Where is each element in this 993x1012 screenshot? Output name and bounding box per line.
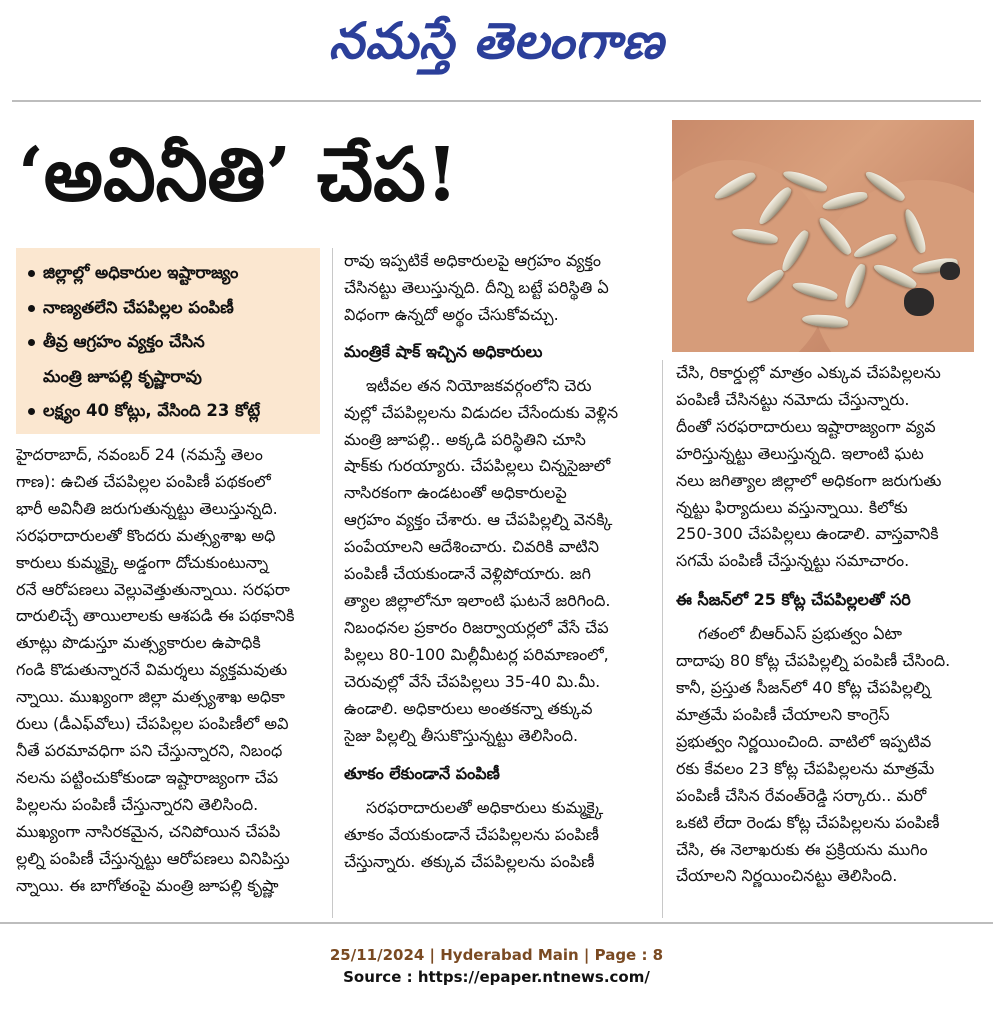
highlight-item (28, 360, 310, 395)
article-column-2 (344, 248, 650, 876)
text-line: చేసినట్టు తెలుస్తున్నది. దీన్ని బట్టే పరిస్థితి ఏ (344, 277, 609, 297)
text-line: కారులు కుమ్మక్కై అడ్డంగా దోచుకుంటున్నా (16, 552, 269, 572)
highlight-text: తీవ్ర ఆగ్రహం వ్యక్తం చేసిన (43, 332, 205, 351)
bottom-divider (0, 922, 993, 924)
text-line: సగమే పంపిణీ చేస్తున్నట్టు సమాచారం. (676, 551, 910, 571)
text-line: దాదాపు 80 కోట్ల చేపపిల్లల్ని పంపిణీ చేసింది. (676, 651, 951, 671)
text-line: నీతే పరమావధిగా పని చేస్తున్నారని, నిబంధ (16, 740, 283, 760)
bullet-icon (28, 339, 35, 346)
text-line: పంపిణీ చేసినట్టు నమోదు చేస్తున్నారు. (676, 389, 910, 409)
text-line: దారులిచ్చే తాయిలాలకు ఆశపడి ఈ పథకానికి (16, 606, 295, 626)
bullet-icon (28, 270, 35, 277)
text-line: ఆగ్రహం వ్యక్తం చేశారు. ఆ చేపపిల్లల్ని వెనక్కి (344, 510, 613, 530)
text-line: న్నట్టు ఫిర్యాదులు వస్తున్నాయి. కిలోకు (676, 497, 908, 517)
highlight-text: నాణ్యతలేని చేపపిల్లల పంపిణీ (43, 297, 234, 317)
column-divider (332, 248, 333, 918)
edition-info: 25/11/2024 | Hyderabad Main | Page : 8 (329, 946, 664, 964)
text-line: కానీ, ప్రస్తుత సీజన్‌లో 40 కోట్ల చేపపిల్లల్ని (676, 678, 931, 698)
highlight-item (28, 291, 310, 326)
text-line: సైజు పిల్లల్ని తీసుకొస్తున్నట్టు తెలిసింది. (344, 725, 579, 745)
text-line: చేసి, రికార్డుల్లో మాత్రం ఎక్కువ చేపపిల్లలను (676, 363, 941, 382)
bullet-icon (28, 305, 35, 312)
text-line: నాసిరకంగా ఉండటంతో అధికారులపై (344, 483, 567, 503)
text-line: రావు ఇప్పటికే అధికారులపై ఆగ్రహం వ్యక్తం (344, 251, 601, 270)
text-line: పంపిణీ చేయకుండానే వెళ్లిపోయారు. జగి (344, 564, 591, 584)
text-line: హైదరాబాద్, నవంబర్ 24 (నమస్తే తెలం (16, 445, 263, 464)
text-line: సరఫరాదారులతో కొందరు మత్స్యశాఖ అధి (16, 525, 276, 545)
text-line: పంపేయాలని ఆదేశించారు. చివరికి వాటిని (344, 537, 599, 557)
headline: ‘అవినీతి’ చేప! (18, 132, 459, 218)
article-column-1 (16, 442, 320, 899)
highlight-text: లక్ష్యం 40 కోట్లు, వేసింది 23 కోట్లే (43, 401, 261, 420)
top-divider (12, 100, 981, 102)
text-line: నలు జగిత్యాల జిల్లాలో అధికంగా జరుగుతు (676, 470, 942, 490)
text-line: ప్రభుత్వం నిర్ణయించింది. వాటిలో ఇప్పటివ (676, 731, 932, 751)
article-column-3 (676, 360, 976, 890)
text-line: గండి కొడుతున్నారనే విమర్శలు వ్యక్తమవుతు (16, 660, 288, 680)
text-line: ముఖ్యంగా నాసిరకమైన, చనిపోయిన చేపపి (16, 821, 281, 841)
bullet-icon (28, 408, 35, 415)
text-line: తూట్లు పొడుస్తూ మత్స్యకారుల ఉపాధికి (16, 633, 261, 653)
text-line: ల్లల్ని పంపిణీ చేస్తున్నట్టు ఆరోపణలు వినిపిస్తు (16, 848, 290, 868)
highlight-text: మంత్రి జూపల్లి కృష్ణారావు (43, 366, 202, 386)
text-line: మాత్రమే పంపిణీ చేయాలని కాంగ్రెస్ (676, 704, 890, 724)
newspaper-logo: నమస్తే తెలంగాణ (328, 12, 665, 70)
footer (0, 944, 993, 988)
text-line: గతంలో బీఆర్ఎస్ ప్రభుత్వం ఏటా (698, 624, 903, 644)
text-line: విధంగా ఉన్నదో అర్థం చేసుకోవచ్చు. (344, 304, 559, 324)
text-line: పంపిణీ చేసిన రేవంత్‌రెడ్డి సర్కారు.. మరో (676, 785, 927, 805)
text-line: నిబంధనల ప్రకారం రిజర్వాయర్లలో వేసే చేప (344, 617, 609, 637)
text-line: చెరువుల్లో వేసే చేపపిల్లలు 35-40 మి.మీ. (344, 671, 601, 691)
text-line: ఉండాలి. అధికారులు అంతకన్నా తక్కువ (344, 698, 593, 718)
text-line: ఒకటి లేదా రెండు కోట్ల చేపపిల్లలను పంపిణీ (676, 812, 940, 832)
source-link[interactable]: Source : https://epaper.ntnews.com/ (343, 968, 650, 986)
fish-photo (672, 120, 974, 352)
text-line: నలను పట్టించుకోకుండా ఇష్టారాజ్యంగా చేప (16, 767, 279, 787)
text-line: మంత్రి జూపల్లి.. అక్కడి పరిస్థితిని చూసి (344, 429, 586, 449)
text-line: న్నాయి. ముఖ్యంగా జిల్లా మత్స్యశాఖ అధికా (16, 687, 285, 707)
text-line: సరఫరాదారులతో అధికారులు కుమ్మక్కై (366, 798, 604, 818)
highlight-item (28, 394, 310, 429)
text-line: న్నాయి. ఈ బాగోతంపై మంత్రి జూపల్లి కృష్ణా (16, 875, 279, 895)
text-line: చేసి, ఈ నెలాఖరుకు ఈ ప్రక్రియను ముగిం (676, 839, 928, 859)
text-line: చేస్తున్నారు. తక్కువ చేపపిల్లలను పంపిణీ (344, 852, 595, 872)
text-line: చేయాలని నిర్ణయించినట్టు తెలిసింది. (676, 866, 898, 886)
text-line: పిల్లలను పంపిణీ చేస్తున్నారని తెలిసింది. (16, 794, 259, 814)
text-line: త్యాల జిల్లాలోనూ ఇలాంటి ఘటనే జరిగింది. (344, 590, 611, 610)
text-line: వుల్లో చేపపిల్లలను విడుదల చేసేందుకు వెళ్లిన (344, 402, 619, 422)
text-line: గాణ): ఉచిత చేపపిల్లల పంపిణీ పథకంలో (16, 471, 271, 491)
subheading: తూకం లేకుండానే పంపిణీ (344, 764, 500, 784)
text-line: తూకం వేయకుండానే చేపపిల్లలను పంపిణీ (344, 825, 599, 845)
text-line: షాక్‌కు గురయ్యారు. చేపపిల్లలు చిన్నసైజులో (344, 456, 611, 476)
subheading: ఈ సీజన్‌లో 25 కోట్ల చేపపిల్లలతో సరి (676, 590, 911, 610)
text-line: 250-300 చేపపిల్లలు ఉండాలి. వాస్తవానికి (676, 524, 939, 544)
text-line: రులు (డీఎఫ్‌వోలు) చేపపిల్లల పంపిణీలో అవి (16, 714, 289, 734)
highlights-box (16, 248, 320, 434)
text-line: దీంతో సరఫరాదారులు ఇష్టారాజ్యంగా వ్యవ (676, 416, 936, 436)
text-line: రనే ఆరోపణలు వెల్లువెత్తుతున్నాయి. సరఫరా (16, 579, 290, 599)
text-line: రకు కేవలం 23 కోట్ల చేపపిల్లలను మాత్రమే (676, 758, 935, 778)
highlight-text: జిల్లాల్లో అధికారుల ఇష్టారాజ్యం (43, 263, 239, 282)
highlight-item (28, 256, 310, 291)
text-line: ఇటీవల తన నియోజకవర్గంలోని చెరు (366, 375, 592, 395)
highlight-item (28, 325, 310, 360)
subheading: మంత్రికే షాక్ ఇచ్చిన అధికారులు (344, 341, 543, 361)
column-divider (662, 360, 663, 918)
masthead (0, 0, 993, 86)
text-line: పిల్లలు 80-100 మిల్లీమీటర్ల పరిమాణంలో, (344, 644, 609, 664)
text-line: భారీ అవినీతి జరుగుతున్నట్టు తెలుస్తున్నది. (16, 498, 278, 518)
text-line: హరిస్తున్నట్టు తెలుస్తున్నది. ఇలాంటి ఘట (676, 443, 924, 463)
